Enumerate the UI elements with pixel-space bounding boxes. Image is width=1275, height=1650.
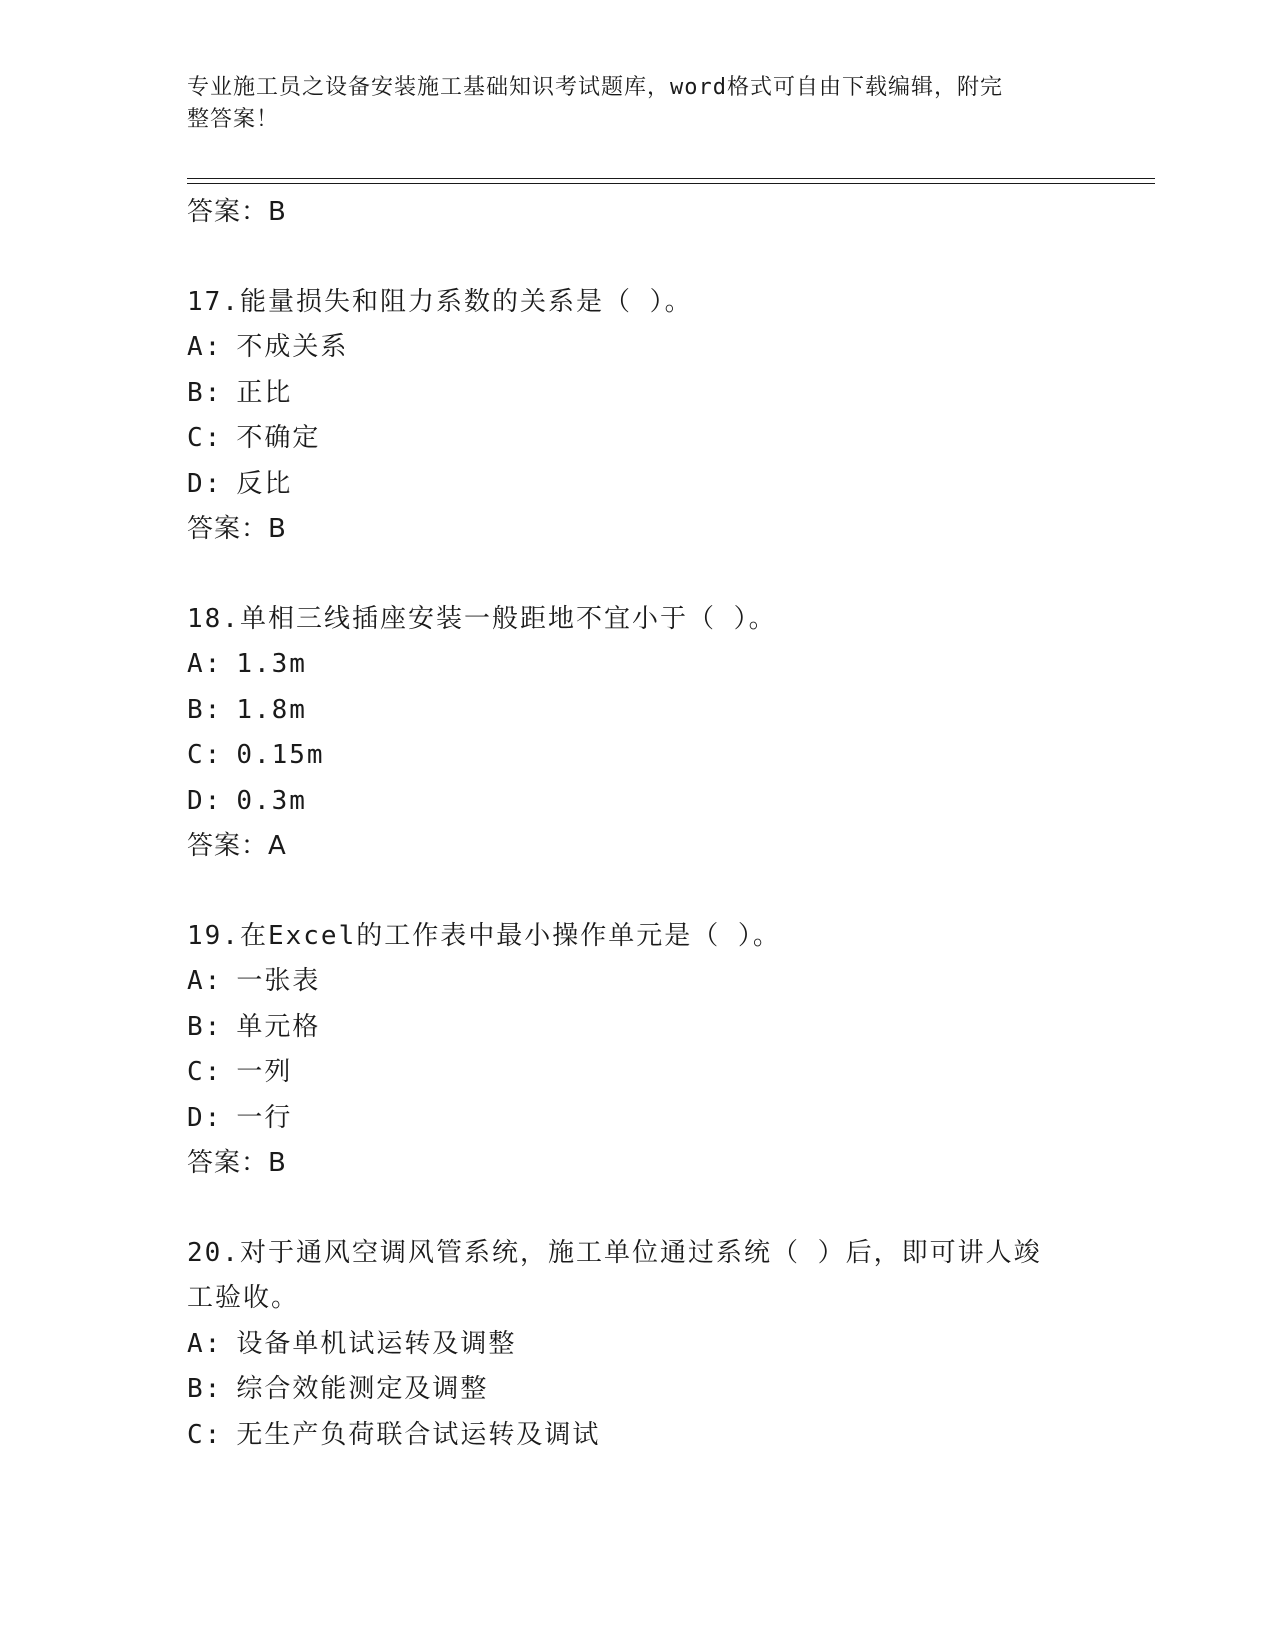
answer-line: 答案：A (187, 831, 287, 861)
header-double-rule (187, 178, 1155, 184)
option-text: 设备单机试运转及调整 (236, 1328, 517, 1359)
option-key: A: (187, 1328, 223, 1359)
option-text: 0.15m (236, 740, 325, 770)
option-key: A: (187, 966, 223, 996)
option-key: B: (187, 1011, 223, 1042)
option-text: 综合效能测定及调整 (236, 1374, 489, 1404)
option-text: 正比 (236, 377, 293, 408)
document-header (187, 72, 1067, 136)
question-stem: 19.在Excel的工作表中最小操作单元是（ ）。 (187, 920, 781, 951)
option-key: D: (187, 1102, 223, 1133)
option-text: 不成关系 (236, 332, 349, 362)
header-line-1: 专业施工员之设备安装施工基础知识考试题库，word格式可自由下载编辑，附完 (187, 75, 1003, 100)
option-text: 一列 (236, 1057, 293, 1087)
header-line-2: 整答案！ (187, 107, 280, 132)
option-text: 不确定 (236, 423, 321, 453)
option-key: B: (187, 694, 223, 725)
question-stem: 17.能量损失和阻力系数的关系是（ ）。 (187, 286, 693, 317)
option-key: D: (187, 785, 223, 816)
option-key: B: (187, 1374, 223, 1404)
answer-line: 答案：B (187, 514, 287, 544)
answer-line: 答案：B (187, 1148, 287, 1178)
question-stem-line-1: 20.对于通风空调风管系统，施工单位通过系统（ ）后，即可讲人竣 (187, 1237, 1042, 1268)
question-20 (187, 1231, 1087, 1459)
option-c (187, 1413, 1087, 1459)
option-text: 0.3m (236, 785, 307, 816)
option-key: B: (187, 377, 223, 408)
option-d (187, 779, 1087, 825)
option-d (187, 462, 1087, 508)
option-a (187, 1322, 1087, 1368)
option-text: 1.8m (236, 694, 307, 725)
option-c (187, 733, 1087, 779)
option-c (187, 1050, 1087, 1096)
option-b (187, 1367, 1087, 1413)
option-text: 一行 (236, 1102, 293, 1133)
option-key: D: (187, 468, 223, 499)
option-b (187, 1005, 1087, 1051)
option-key: C: (187, 423, 223, 453)
option-text: 1.3m (236, 649, 307, 679)
question-list (187, 190, 1087, 1458)
option-b (187, 688, 1087, 734)
question-19 (187, 914, 1087, 1187)
answer-line: 答案：B (187, 197, 287, 227)
question-18 (187, 597, 1087, 870)
option-text: 单元格 (236, 1011, 321, 1042)
option-b (187, 371, 1087, 417)
question-stem-line-2: 工验收。 (187, 1283, 300, 1313)
option-text: 一张表 (236, 966, 321, 996)
option-c (187, 416, 1087, 462)
option-d (187, 1096, 1087, 1142)
option-a (187, 959, 1087, 1005)
option-key: C: (187, 1419, 223, 1450)
question-17 (187, 280, 1087, 553)
option-text: 反比 (236, 468, 293, 499)
option-key: C: (187, 1057, 223, 1087)
option-text: 无生产负荷联合试运转及调试 (236, 1419, 601, 1450)
question-stem: 18.单相三线插座安装一般距地不宜小于（ ）。 (187, 603, 777, 634)
option-key: A: (187, 649, 223, 679)
option-key: C: (187, 740, 223, 770)
option-key: A: (187, 332, 223, 362)
option-a (187, 325, 1087, 371)
option-a (187, 642, 1087, 688)
